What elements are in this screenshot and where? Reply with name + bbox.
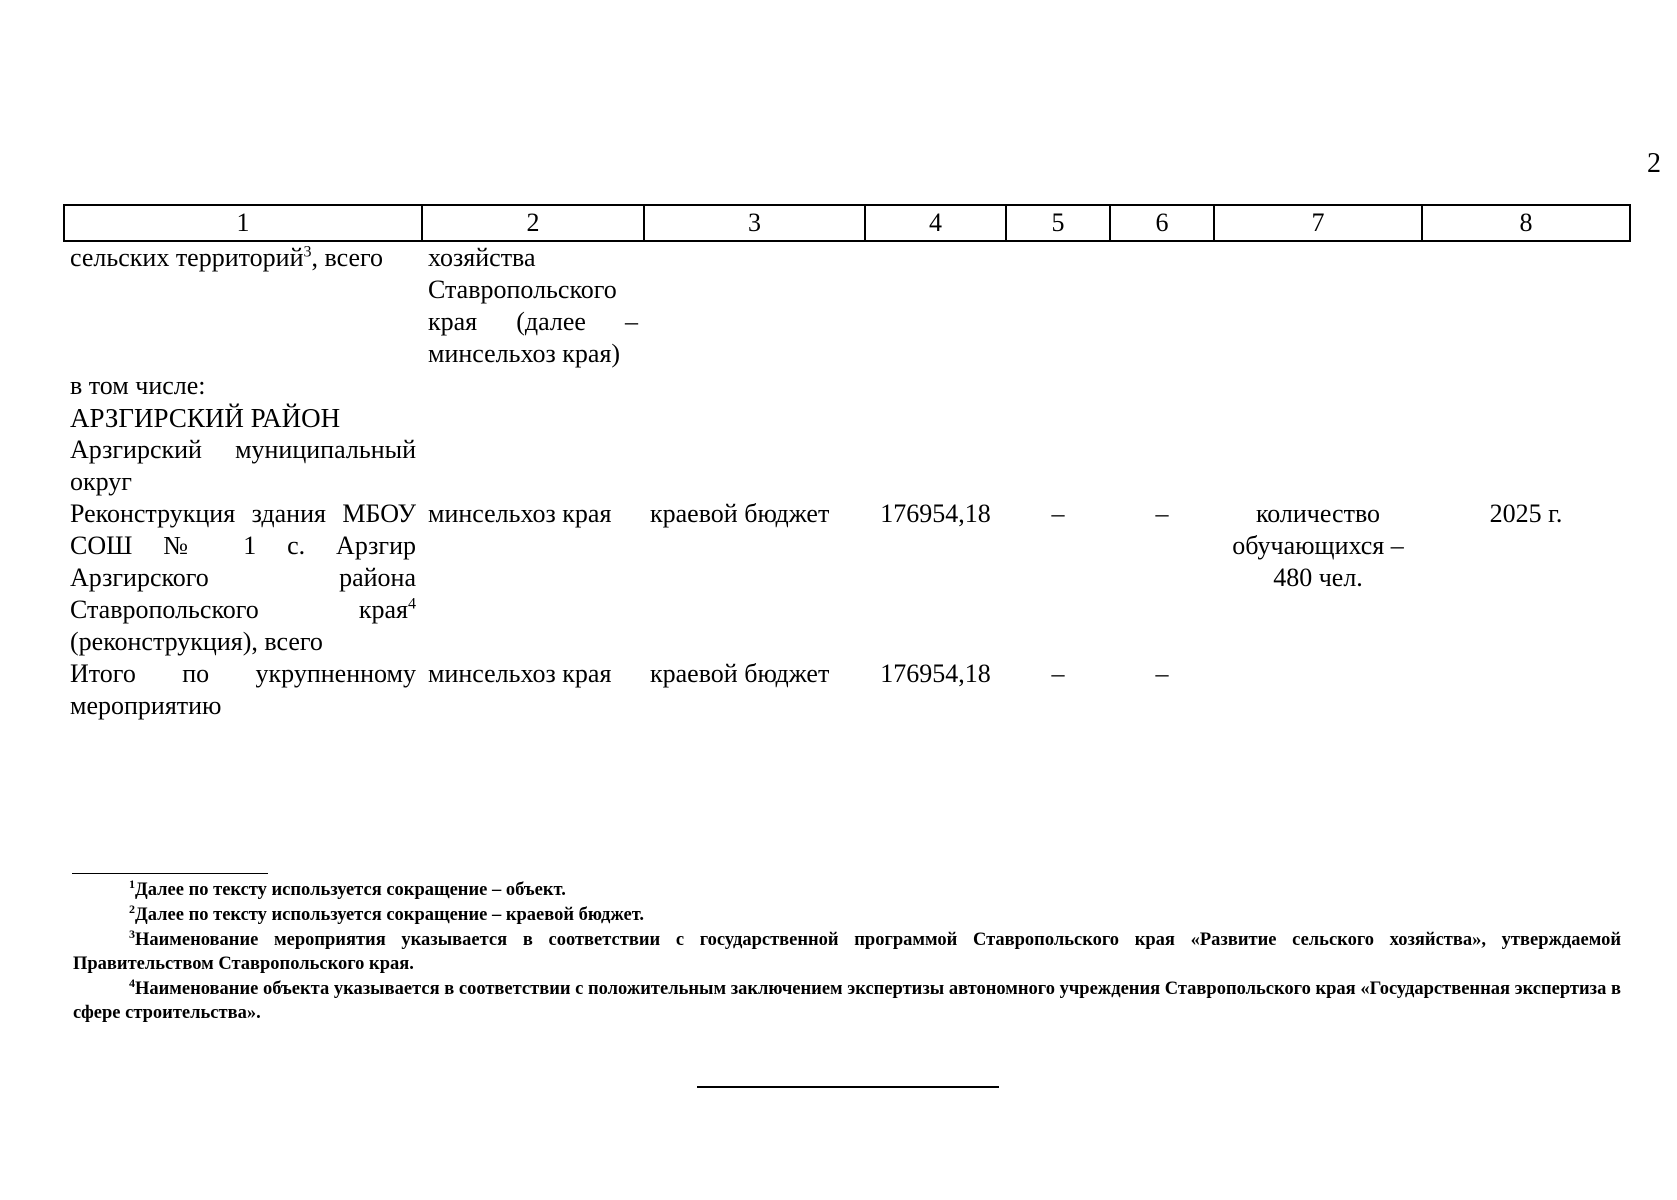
measures-table <box>63 204 1631 722</box>
column-number: 1 <box>64 205 422 241</box>
column-number: 7 <box>1214 205 1422 241</box>
column-number: 8 <box>1422 205 1630 241</box>
footnote-mark: 4 <box>129 975 135 990</box>
table-row <box>64 658 1630 722</box>
footnote-separator <box>72 873 268 874</box>
dash-cell: – <box>1051 499 1065 528</box>
footnote: $^3$Наименование мероприятия указывается в соответствии с государственной программой Ставропольского края «Развитие сельского хозяйства», утверждаемой Правительством Ставропольского края. <box>73 926 1621 974</box>
footnote-mark: 3 <box>129 926 135 941</box>
table-row <box>64 370 1630 402</box>
column-number: 5 <box>1006 205 1110 241</box>
responsible-cell: минсельхоз края <box>428 499 612 528</box>
indicator-cell: количество обучающихся – 480 чел. <box>1232 499 1404 592</box>
footnote: $^4$Наименование объекта указывается в соответствии с положительным заключением экспертизы автономного учреждения Ставропольского края «Государственная экспертиза в сфере строительства». <box>73 975 1621 1023</box>
table-row <box>64 402 1630 434</box>
footnotes <box>73 878 1621 1026</box>
footnote-mark: 2 <box>129 901 135 916</box>
amount-cell: 176954,18 <box>880 659 991 688</box>
amount-cell: 176954,18 <box>880 499 991 528</box>
column-number: 3 <box>644 205 865 241</box>
object-name-cell: Реконструкция здания МБОУ СОШ № 1 с. Арзгир Арзгирского района Ставропольского края$^4$ (реконструкция), всего <box>70 499 416 656</box>
funding-source-cell: краевой бюджет <box>650 659 830 688</box>
district-heading: АРЗГИРСКИЙ РАЙОН <box>70 403 341 433</box>
dash-cell: – <box>1155 499 1169 528</box>
page-number: 2 <box>1647 148 1661 179</box>
column-number: 4 <box>865 205 1006 241</box>
measure-name-cell: сельских территорий$^3$, всего <box>70 243 384 272</box>
responsible-cell: хозяйства Ставропольского края (далее – минсельхоз края) <box>428 243 638 368</box>
table-row <box>64 241 1630 370</box>
footnote-mark: 4 <box>408 595 416 613</box>
footnote: $^1$Далее по тексту используется сокращение – объект. <box>129 876 566 900</box>
footnote-mark: 3 <box>303 243 312 261</box>
footnote-mark: 1 <box>129 876 135 891</box>
column-number: 6 <box>1110 205 1214 241</box>
section-label: в том числе: <box>70 371 206 400</box>
footnote: $^2$Далее по тексту используется сокращение – краевой бюджет. <box>129 901 645 925</box>
dash-cell: – <box>1155 659 1169 688</box>
table-row <box>64 434 1630 498</box>
column-number-row <box>64 205 1630 241</box>
table-row <box>64 498 1630 658</box>
municipality-label: Арзгирский муниципальный округ <box>70 435 416 496</box>
column-number: 2 <box>422 205 644 241</box>
total-label-cell: Итого по укрупненному мероприятию <box>70 659 416 720</box>
year-cell: 2025 г. <box>1489 499 1563 528</box>
responsible-cell: минсельхоз края <box>428 659 612 688</box>
end-of-document-line <box>697 1086 999 1088</box>
dash-cell: – <box>1051 659 1065 688</box>
funding-source-cell: краевой бюджет <box>650 499 830 528</box>
